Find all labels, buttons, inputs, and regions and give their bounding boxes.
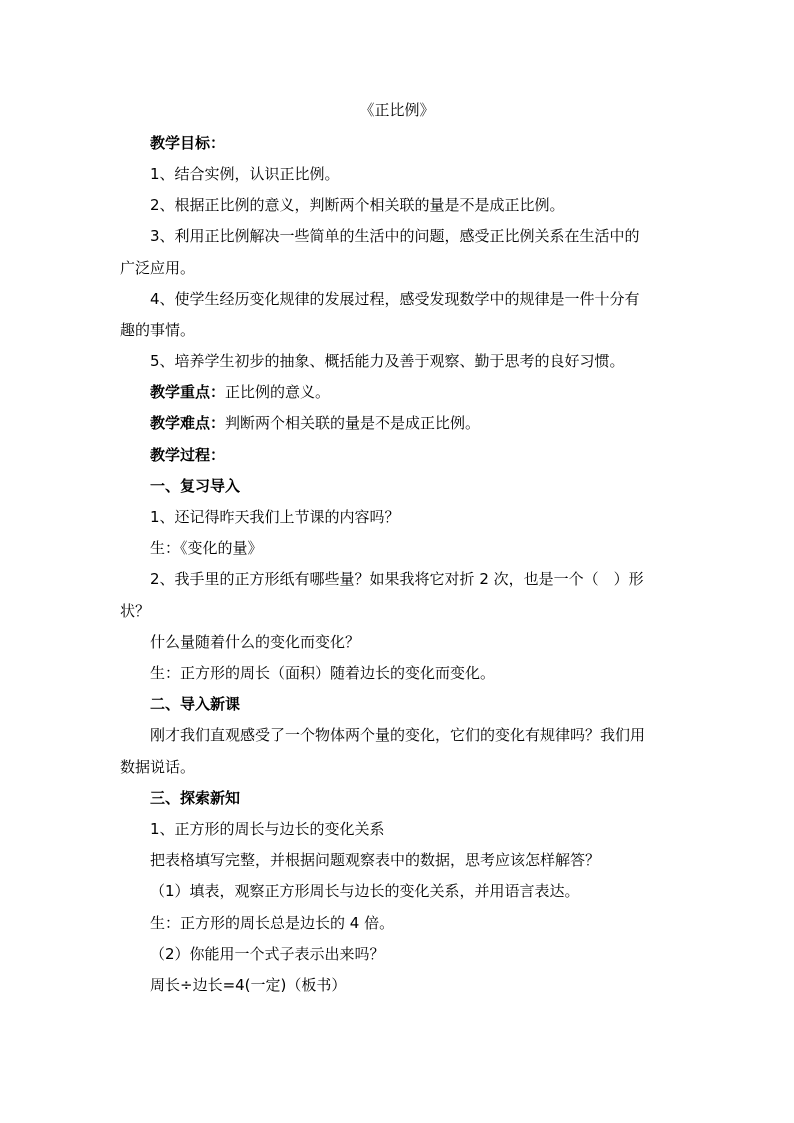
process-heading: 教学过程： (150, 446, 226, 464)
objective-item: 1、结合实例，认识正比例。 (150, 165, 340, 183)
section-3-line: 生：正方形的周长总是边长的 4 倍。 (150, 914, 395, 932)
section-1-line: 生：正方形的周长（面积）随着边长的变化而变化。 (150, 664, 496, 682)
section-1-line: 1、还记得昨天我们上节课的内容吗？ (150, 508, 400, 526)
section-1-line: 2、我手里的正方形纸有哪些量？如果我将它对折 2 次，也是一个（ ）形 (150, 570, 644, 588)
objective-item: 2、根据正比例的意义，判断两个相关联的量是不是成正比例。 (150, 196, 565, 214)
section-2-line: 刚才我们直观感受了一个物体两个量的变化，它们的变化有规律吗？我们用 (150, 726, 646, 744)
section-3-line: 把表格填写完整，并根据问题观察表中的数据，思考应该怎样解答？ (150, 851, 601, 869)
difficulty-text: 判断两个相关联的量是不是成正比例。 (225, 414, 481, 432)
section-3-line: （1）填表，观察正方形周长与边长的变化关系，并用语言表达。 (150, 882, 580, 900)
objective-item: 5、培养学生初步的抽象、概括能力及善于观察、勤于思考的良好习惯。 (150, 352, 625, 370)
section-1-line: 什么量随着什么的变化而变化？ (150, 633, 361, 651)
section-3-line: 周长÷边长=4(一定)（板书） (150, 976, 347, 994)
section-1-line: 生：《变化的量》 (150, 539, 263, 557)
key-point-label: 教学重点： (150, 383, 226, 401)
difficulty-label: 教学难点： (150, 414, 226, 432)
section-3-line: 1、正方形的周长与边长的变化关系 (150, 820, 385, 838)
key-point-text: 正比例的意义。 (225, 383, 331, 401)
section-1-heading: 一、复习导入 (150, 477, 241, 495)
section-3-line: （2）你能用一个式子表示出来吗？ (150, 945, 385, 963)
section-2-heading: 二、导入新课 (150, 695, 241, 713)
section-3-heading: 三、探索新知 (150, 789, 241, 807)
page-title: 《正比例》 (359, 101, 435, 119)
difficulty (150, 413, 680, 433)
section-1-line-continued: 状？ (120, 602, 151, 620)
objective-item: 4、使学生经历变化规律的发展过程，感受发现数学中的规律是一件十分有 (150, 290, 640, 308)
objective-item-continued: 趣的事情。 (120, 321, 196, 339)
section-2-line-continued: 数据说话。 (120, 758, 196, 776)
objective-item: 3、利用正比例解决一些简单的生活中的问题，感受正比例关系在生活中的 (150, 227, 640, 245)
key-point (150, 382, 680, 402)
objectives-heading: 教学目标： (150, 134, 226, 152)
objective-item-continued: 广泛应用。 (120, 259, 196, 277)
